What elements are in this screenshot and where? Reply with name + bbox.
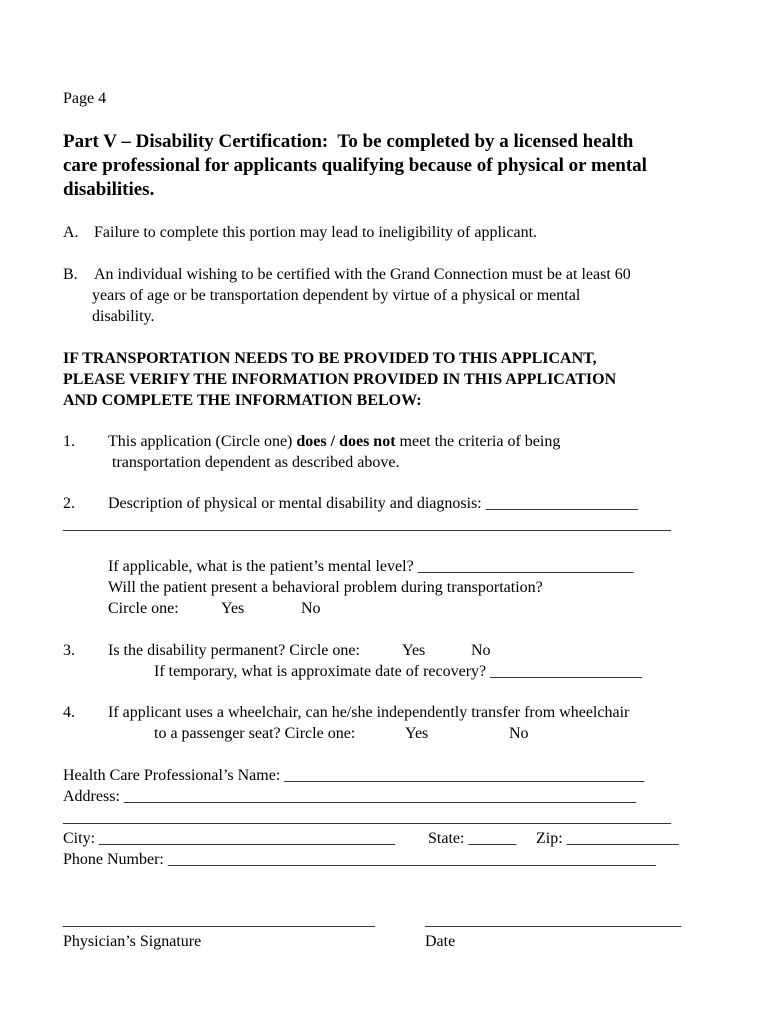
q1-line-1: This application (Circle one) does / does not meet the criteria of being (108, 433, 561, 450)
item-a-text: Failure to complete this portion may lead to ineligibility of applicant. (94, 224, 538, 241)
state-field[interactable]: State: ______ (428, 830, 517, 847)
q2-yes-option[interactable]: Yes (221, 600, 245, 617)
date-label: Date (425, 933, 456, 950)
q3-recovery-date-field[interactable]: If temporary, what is approximate date of recovery? ___________________ (154, 663, 643, 680)
q1-choice[interactable]: does / does not (296, 433, 396, 450)
q4-no-option[interactable]: No (509, 725, 529, 742)
date-line[interactable]: ________________________________ (425, 912, 681, 929)
q4-question-line-1: If applicant uses a wheelchair, can he/she independently transfer from wheelchair (108, 704, 630, 721)
notice-line-3: AND COMPLETE THE INFORMATION BELOW: (63, 392, 422, 409)
title-line-2: care professional for applicants qualifying because of physical or mental (63, 155, 647, 176)
page-label: Page 4 (63, 90, 107, 107)
item-b-line-3: disability. (92, 308, 155, 325)
item-a-marker: A. (63, 224, 79, 241)
item-b-marker: B. (63, 266, 78, 283)
q4-number: 4. (63, 704, 75, 721)
signature-line[interactable]: _______________________________________ (63, 912, 375, 929)
item-b-line-1: An individual wishing to be certified with the Grand Connection must be at least 60 (94, 266, 631, 283)
q2-no-option[interactable]: No (301, 600, 321, 617)
q3-yes-option[interactable]: Yes (402, 642, 426, 659)
city-field[interactable]: City: _____________________________________ (63, 830, 396, 847)
title-line-3: disabilities. (63, 179, 155, 200)
q1-number: 1. (63, 433, 75, 450)
address-field[interactable]: Address: ________________________________________________________________ (63, 788, 636, 805)
phone-number-field[interactable]: Phone Number: _____________________________________________________________ (63, 851, 656, 868)
notice-line-2: PLEASE VERIFY THE INFORMATION PROVIDED IN THIS APPLICATION (63, 371, 617, 388)
q2-description-continuation[interactable]: ____________________________________________________________________________ (63, 516, 671, 533)
q3-question: Is the disability permanent? Circle one: (108, 642, 360, 659)
q3-number: 3. (63, 642, 75, 659)
q2-number: 2. (63, 495, 75, 512)
q2-description-field[interactable]: Description of physical or mental disability and diagnosis: ___________________ (108, 495, 638, 512)
q2-behavioral-question: Will the patient present a behavioral problem during transportation? (108, 579, 543, 596)
zip-field[interactable]: Zip: ______________ (536, 830, 679, 847)
signature-label: Physician’s Signature (63, 933, 202, 950)
address-continuation-field[interactable]: ____________________________________________________________________________ (63, 809, 671, 826)
q1-line-2: transportation dependent as described above. (112, 454, 400, 471)
q2-circle-one-label: Circle one: (108, 600, 179, 617)
notice-line-1: IF TRANSPORTATION NEEDS TO BE PROVIDED TO THIS APPLICANT, (63, 350, 597, 367)
title-line-1: Part V – Disability Certification: To be completed by a licensed health (63, 131, 634, 152)
professional-name-field[interactable]: Health Care Professional’s Name: _____________________________________________ (63, 767, 645, 784)
q4-question-line-2: to a passenger seat? Circle one: (154, 725, 356, 742)
item-b-line-2: years of age or be transportation dependent by virtue of a physical or mental (92, 287, 581, 304)
q3-no-option[interactable]: No (471, 642, 491, 659)
q2-mental-level-field[interactable]: If applicable, what is the patient’s mental level? ___________________________ (108, 558, 634, 575)
q4-yes-option[interactable]: Yes (405, 725, 429, 742)
